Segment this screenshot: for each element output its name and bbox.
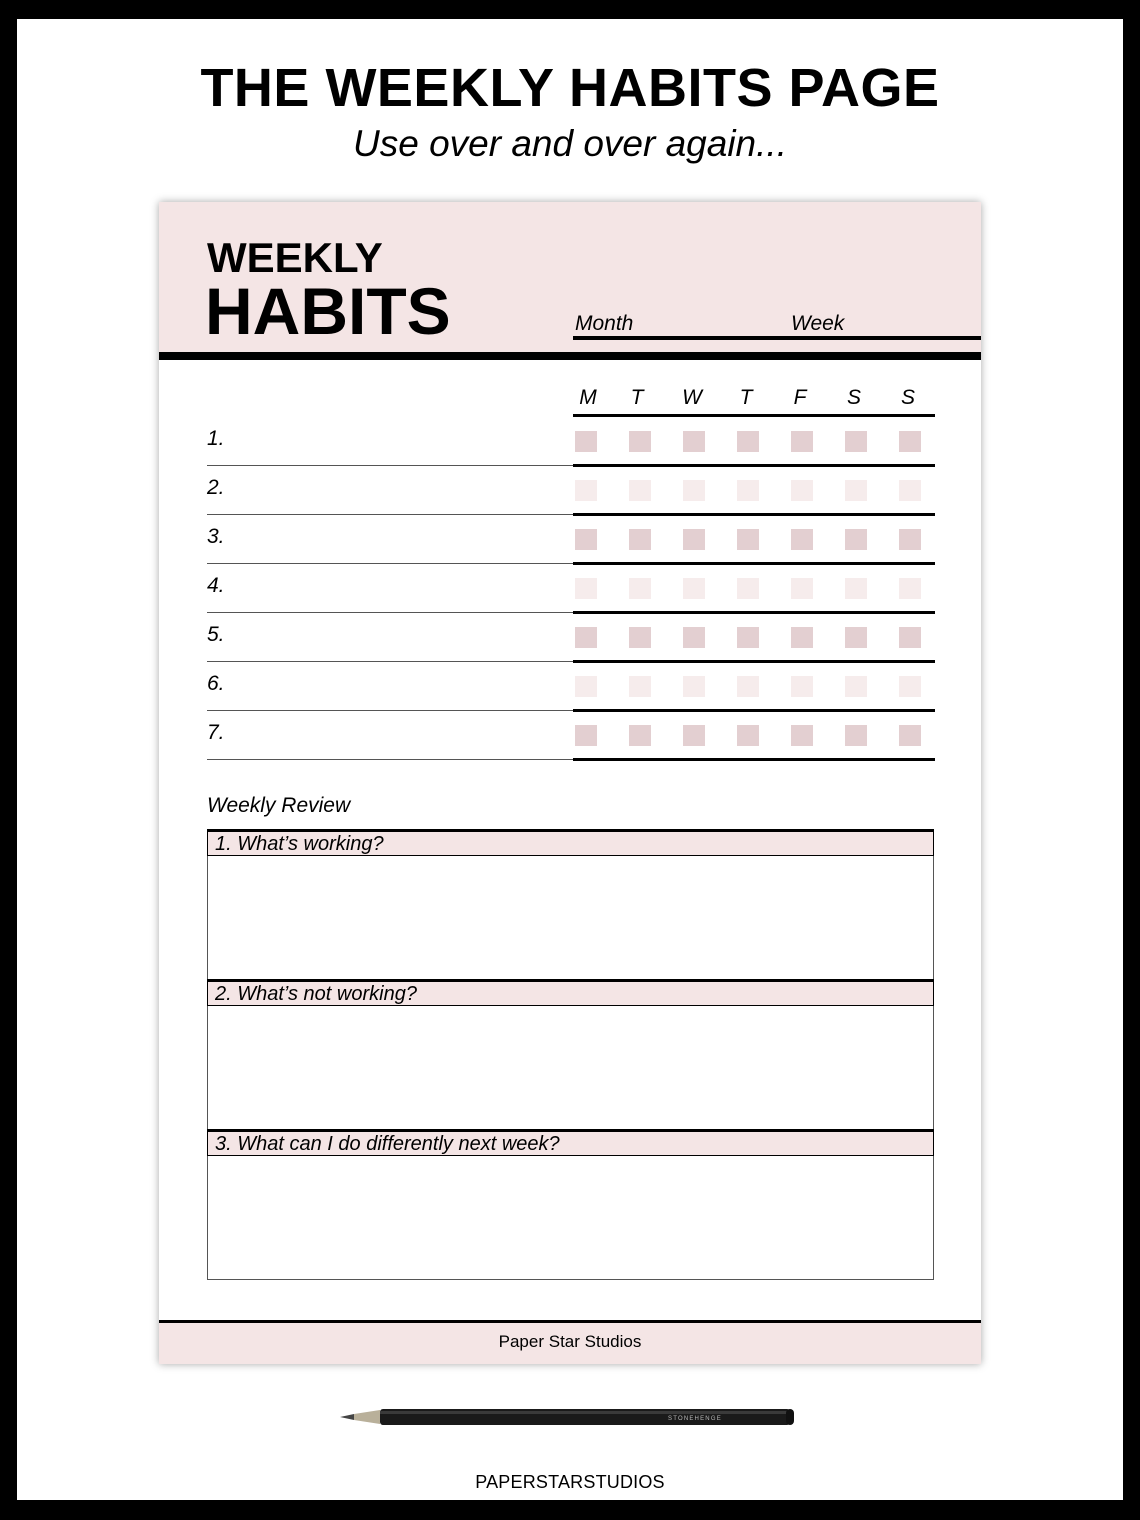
- day-header-5: S: [846, 386, 861, 409]
- habit-checkbox[interactable]: [629, 725, 651, 746]
- habit-checkbox[interactable]: [629, 431, 651, 452]
- habit-checkbox[interactable]: [683, 578, 705, 599]
- habit-checkbox[interactable]: [899, 578, 921, 599]
- habit-checkbox[interactable]: [575, 676, 597, 697]
- habit-checkbox[interactable]: [737, 529, 759, 550]
- habit-checkbox[interactable]: [845, 480, 867, 501]
- habit-row: [207, 613, 935, 662]
- day-header-4: F: [793, 386, 807, 409]
- pencil-lead: [340, 1414, 354, 1420]
- habit-checkbox[interactable]: [845, 529, 867, 550]
- habit-checkbox[interactable]: [791, 627, 813, 648]
- day-header-3: T: [739, 386, 753, 409]
- habit-checkbox[interactable]: [899, 480, 921, 501]
- habit-row: [207, 711, 935, 760]
- habit-number: 4.: [207, 574, 225, 597]
- habit-checkbox[interactable]: [791, 480, 813, 501]
- habit-checkbox[interactable]: [737, 578, 759, 599]
- habit-checkbox[interactable]: [575, 725, 597, 746]
- review-question-block[interactable]: [207, 829, 934, 980]
- habit-checkbox[interactable]: [845, 676, 867, 697]
- review-question-block[interactable]: [207, 1129, 934, 1280]
- habit-checkbox[interactable]: [629, 578, 651, 599]
- habit-row: [207, 466, 935, 515]
- day-header-1: T: [630, 386, 644, 409]
- review-question-text: 1. What’s working?: [215, 833, 384, 855]
- habit-checkbox[interactable]: [575, 578, 597, 599]
- habit-checkbox[interactable]: [737, 627, 759, 648]
- habit-checkbox[interactable]: [899, 529, 921, 550]
- review-question-text: 3. What can I do differently next week?: [215, 1133, 560, 1155]
- habit-checkbox[interactable]: [845, 627, 867, 648]
- habit-number: 3.: [207, 525, 225, 548]
- habit-checkbox[interactable]: [845, 578, 867, 599]
- habit-checkbox[interactable]: [899, 725, 921, 746]
- habit-checkbox[interactable]: [845, 431, 867, 452]
- habit-checkbox[interactable]: [791, 529, 813, 550]
- habit-checkbox[interactable]: [737, 480, 759, 501]
- sheet-title-habits: HABITS: [205, 274, 451, 348]
- habit-checkbox[interactable]: [899, 627, 921, 648]
- pencil-image: [340, 1406, 796, 1428]
- pencil-highlight: [380, 1411, 790, 1414]
- pencil-tip: [354, 1410, 380, 1424]
- habit-checkbox[interactable]: [629, 529, 651, 550]
- review-question-header: [207, 829, 934, 856]
- habit-number: 2.: [207, 476, 225, 499]
- habit-number: 7.: [207, 721, 225, 744]
- brand-name: PAPERSTARSTUDIOS: [475, 1472, 665, 1492]
- habit-row: [207, 515, 935, 564]
- day-header-2: W: [682, 386, 702, 409]
- habit-number: 6.: [207, 672, 225, 695]
- page-headline: THE WEEKLY HABITS PAGE: [200, 58, 940, 118]
- habit-number: 5.: [207, 623, 225, 646]
- habit-checkbox[interactable]: [683, 480, 705, 501]
- habit-checkbox[interactable]: [575, 529, 597, 550]
- habit-number: 1.: [207, 427, 225, 450]
- habit-checkbox[interactable]: [899, 431, 921, 452]
- habit-row-rule: [573, 758, 935, 761]
- page-frame: [17, 19, 1123, 1500]
- page-subheadline: Use over and over again...: [353, 123, 787, 164]
- habit-checkbox[interactable]: [629, 676, 651, 697]
- review-question-header: [207, 979, 934, 1006]
- habit-checkbox[interactable]: [683, 725, 705, 746]
- sheet-footer: [159, 1323, 981, 1364]
- habit-row: [207, 662, 935, 711]
- habit-checkbox[interactable]: [629, 480, 651, 501]
- habit-checkbox[interactable]: [791, 725, 813, 746]
- sheet-title-weekly: WEEKLY: [207, 234, 383, 281]
- habit-checkbox[interactable]: [899, 676, 921, 697]
- habit-row: [207, 564, 935, 613]
- habit-checkbox[interactable]: [791, 676, 813, 697]
- footer-text: Paper Star Studios: [498, 1332, 642, 1351]
- habit-checkbox[interactable]: [683, 627, 705, 648]
- day-header-0: M: [579, 386, 597, 409]
- planner-sheet: [159, 202, 981, 1364]
- habit-checkbox[interactable]: [683, 676, 705, 697]
- habit-checkbox[interactable]: [737, 431, 759, 452]
- habit-checkbox[interactable]: [575, 480, 597, 501]
- habit-checkbox[interactable]: [683, 431, 705, 452]
- review-question-text: 2. What’s not working?: [215, 983, 417, 1005]
- habit-write-line[interactable]: [207, 759, 573, 760]
- month-week-rule: [573, 336, 981, 340]
- habit-checkbox[interactable]: [791, 431, 813, 452]
- weekly-review-title: Weekly Review: [207, 794, 351, 817]
- day-header-6: S: [900, 386, 915, 409]
- week-label: Week: [791, 312, 845, 335]
- review-question-header: [207, 1129, 934, 1156]
- habit-row: [207, 417, 935, 466]
- habit-checkbox[interactable]: [737, 676, 759, 697]
- review-question-block[interactable]: [207, 979, 934, 1130]
- habit-checkbox[interactable]: [845, 725, 867, 746]
- pencil-brand: STONEHENGE: [668, 1416, 722, 1422]
- header-divider: [159, 352, 981, 360]
- habit-checkbox[interactable]: [629, 627, 651, 648]
- pencil-end: [786, 1409, 794, 1425]
- habit-checkbox[interactable]: [575, 431, 597, 452]
- habit-checkbox[interactable]: [575, 627, 597, 648]
- sheet-header: [159, 202, 981, 352]
- habit-checkbox[interactable]: [791, 578, 813, 599]
- habit-checkbox[interactable]: [683, 529, 705, 550]
- month-label: Month: [575, 312, 634, 335]
- day-headers: [573, 386, 933, 414]
- habit-checkbox[interactable]: [737, 725, 759, 746]
